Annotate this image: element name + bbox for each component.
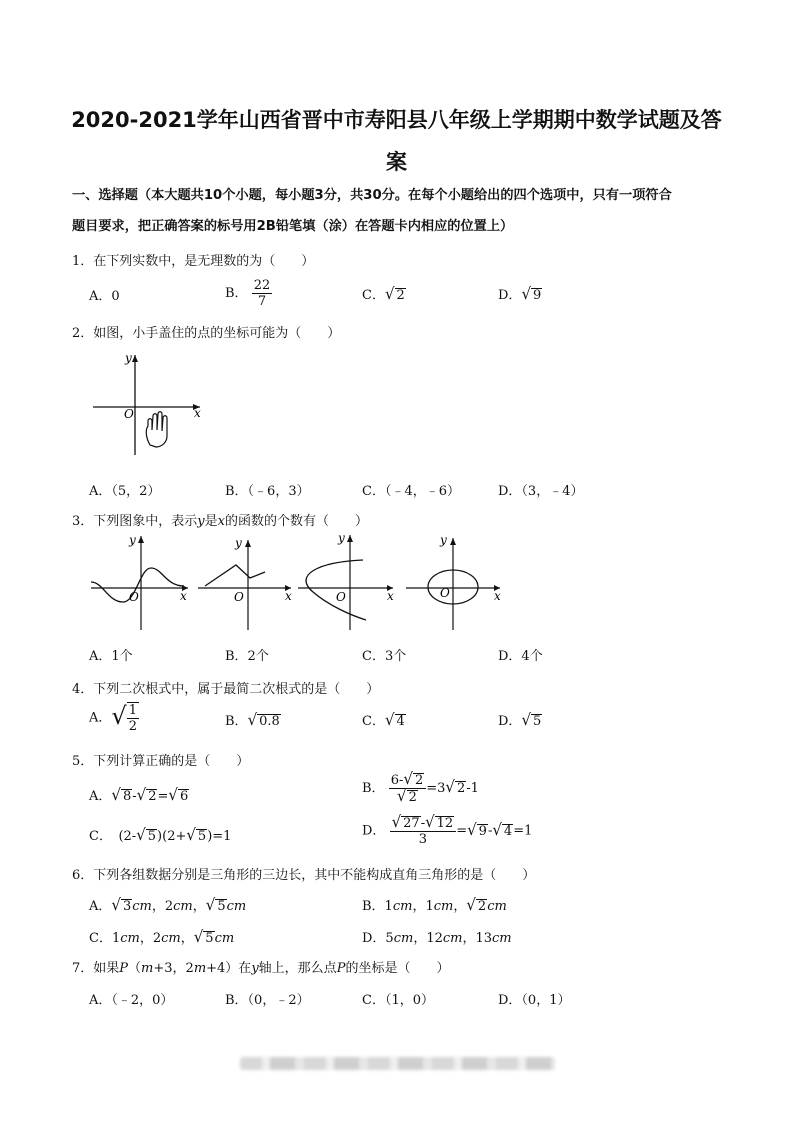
question-2-option-d: D．（3，﹣4） <box>498 484 584 499</box>
page-title-line-1: 2020-2021学年山西省晋中市寿阳县八年级上学期期中数学试题及答 <box>71 108 722 132</box>
question-6-stem: 6．下列各组数据分别是三角形的三边长，其中不能构成直角三角形的是（ ） <box>72 868 536 883</box>
question-4-option-d: D．√ 5 <box>498 710 542 730</box>
page-title-line-2: 案 <box>386 150 407 174</box>
svg-text:O: O <box>129 590 139 604</box>
svg-text:O: O <box>440 586 450 600</box>
question-7-option-b: B．（0，﹣2） <box>225 993 310 1008</box>
question-7-option-d: D．（0，1） <box>498 993 571 1008</box>
question-7-option-c: C．（1，0） <box>362 993 434 1008</box>
y-axis-arrow-icon <box>132 355 138 362</box>
question-2-coordinate-figure <box>88 350 208 460</box>
x-axis-label: x <box>194 406 201 420</box>
question-1-stem: 1．在下列实数中，是无理数的为（ ） <box>72 254 315 269</box>
svg-text:y: y <box>235 536 242 550</box>
blurred-footer-watermark <box>240 1057 555 1070</box>
question-1-option-c: C．√ 2 <box>362 284 405 304</box>
question-4-option-a: A．√ $\frac{1}{2}$ <box>89 702 137 734</box>
question-6-option-d: D．5cm，12cm，13cm <box>362 931 512 946</box>
question-2-stem: 2．如图，小手盖住的点的坐标可能为（ ） <box>72 326 341 341</box>
svg-text:x: x <box>494 589 501 603</box>
graph-4-ellipse <box>406 533 501 630</box>
section-header-line-1: 一、选择题（本大题共10个小题，每小题3分，共30分。在每个小题给出的四个选项中，只有一项符合 <box>72 188 672 203</box>
question-3-graphs-figure <box>88 530 518 635</box>
question-5-stem: 5．下列计算正确的是（ ） <box>72 754 250 769</box>
graph-1-sine-curve <box>91 533 188 630</box>
question-4-option-b: B．√ 0.8 <box>225 710 280 730</box>
question-5-option-d: D． $\frac{√ 27-√ 12}{3}$ =√ 9-√ 4=1 <box>362 812 533 847</box>
svg-text:x: x <box>180 589 187 603</box>
svg-text:x: x <box>285 589 292 603</box>
question-3-option-d: D．4个 <box>498 649 543 664</box>
question-3-option-c: C．3个 <box>362 649 407 664</box>
question-6-option-a: A．√ 3cm，2cm，√ 5cm <box>89 895 247 915</box>
svg-text:y: y <box>129 533 136 547</box>
question-2-option-c: C．（﹣4，﹣6） <box>362 484 460 499</box>
question-5-option-b: B． $\frac{6-√ 2}{√ 2}$ =3√ 2-1 <box>362 769 479 806</box>
question-4-stem: 4．下列二次根式中，属于最简二次根式的是（ ） <box>72 682 380 697</box>
svg-text:y: y <box>338 531 345 545</box>
svg-text:y: y <box>440 533 447 547</box>
question-1-option-b: B． $\frac{22}{7}$ <box>225 278 271 309</box>
question-7-option-a: A．（﹣2，0） <box>89 993 174 1008</box>
svg-text:x: x <box>387 589 394 603</box>
question-7-stem: 7．如果P（m+3，2m+4）在y轴上，那么点P的坐标是（ ） <box>72 961 450 976</box>
svg-text:O: O <box>336 590 346 604</box>
svg-text:O: O <box>234 590 244 604</box>
question-5-option-c: C． (2-√ 5)(2+√ 5)=1 <box>89 825 232 845</box>
question-2-option-b: B．（﹣6，3） <box>225 484 310 499</box>
question-6-option-b: B．1cm，1cm，√ 2cm <box>362 895 507 915</box>
question-3-stem: 3．下列图象中，表示y是x的函数的个数有（ ） <box>72 514 369 529</box>
section-header-line-2: 题目要求，把正确答案的标号用2B铅笔填（涂）在答题卡内相应的位置上） <box>72 219 514 234</box>
fraction: $\frac{22}{7}$ <box>253 278 271 309</box>
question-2-option-a: A．（5，2） <box>89 484 161 499</box>
question-3-option-b: B．2个 <box>225 649 269 664</box>
graph-3-sideways-parabola <box>298 531 394 630</box>
question-5-option-a: A．√ 8-√ 2=√ 6 <box>89 785 189 805</box>
fraction: $\frac{√ 27-√ 12}{3}$ <box>390 815 457 847</box>
question-4-option-c: C．√ 4 <box>362 710 405 730</box>
question-3-option-a: A．1个 <box>89 649 133 664</box>
question-1-option-a: A．0 <box>89 289 120 304</box>
y-axis-label: y <box>125 351 132 365</box>
hand-icon <box>146 412 167 447</box>
graph-2-broken-line <box>198 536 292 630</box>
origin-label: O <box>124 407 134 421</box>
question-1-option-d: D．√ 9 <box>498 284 542 304</box>
question-6-option-c: C．1cm，2cm，√ 5cm <box>89 927 235 947</box>
fraction: $\frac{6-√ 2}{√ 2}$ <box>389 772 427 805</box>
